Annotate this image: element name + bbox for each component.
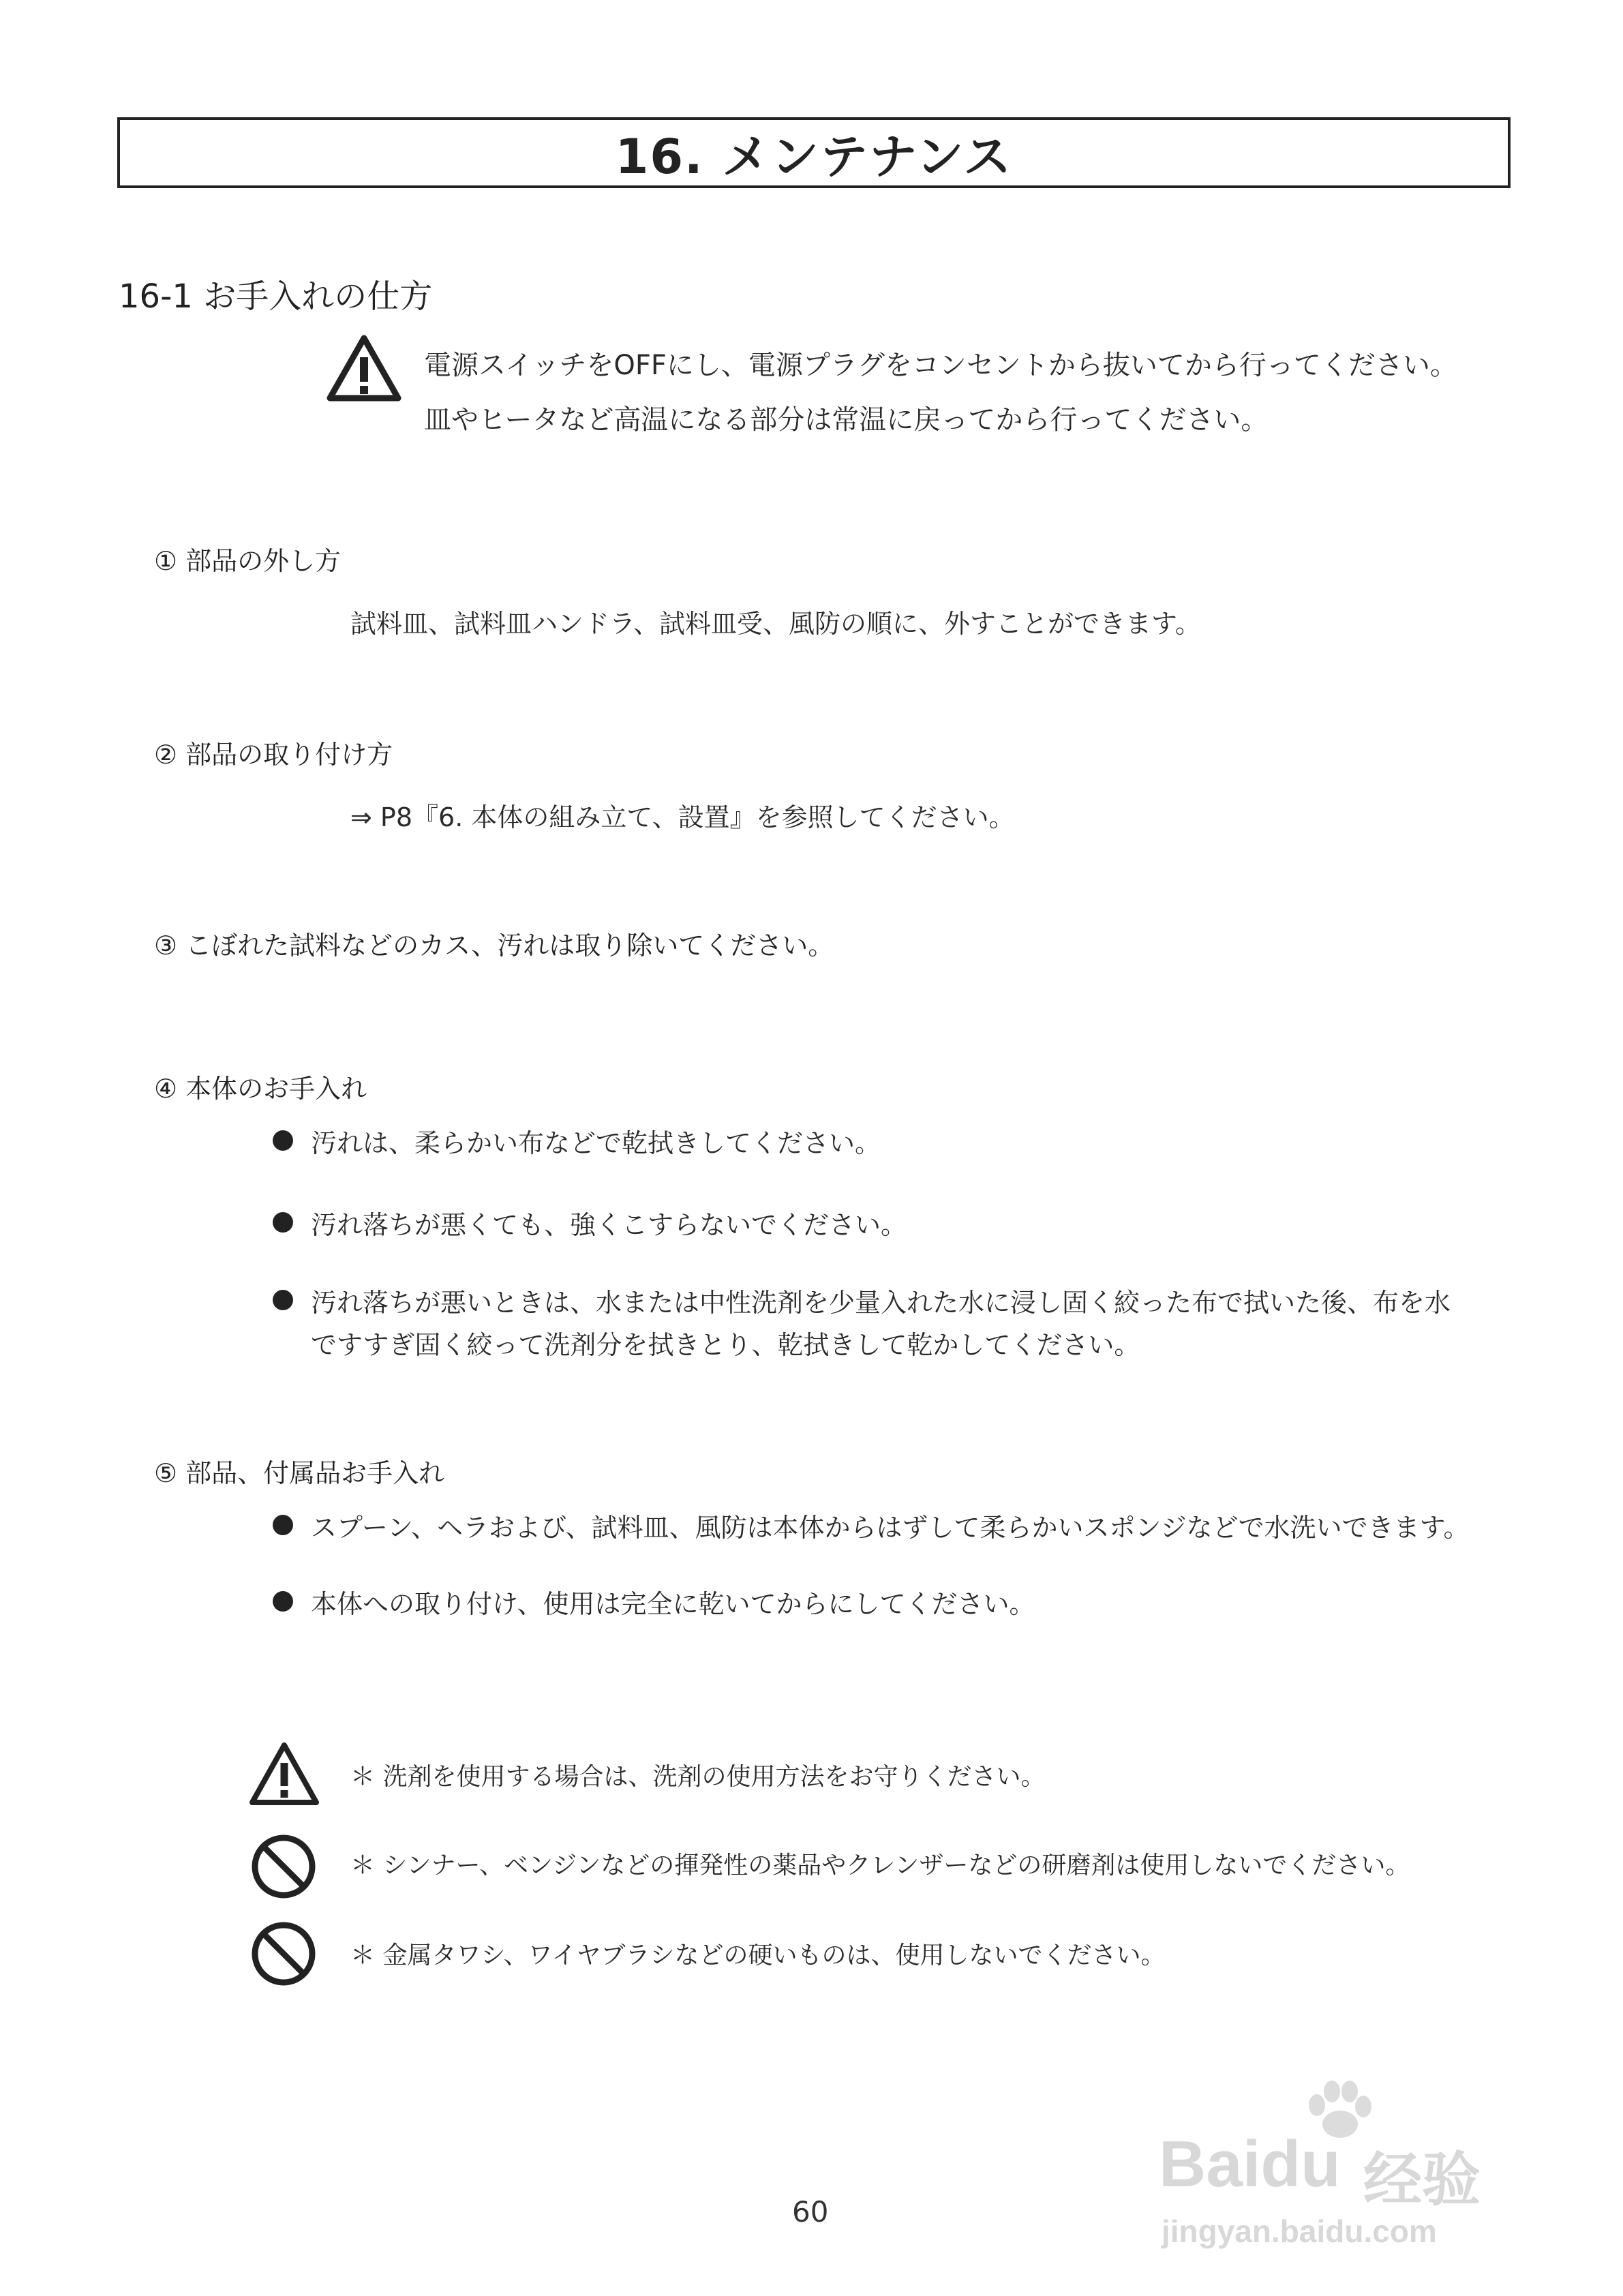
item-2-body: ⇒ P8『6. 本体の組み立て、設置』を参照してください。 (350, 802, 1015, 832)
note-1: ＊ 洗剤を使用する場合は、洗剤の使用方法をお守りください。 (350, 1763, 1046, 1791)
bullet-icon (273, 1591, 293, 1612)
bullet-icon (273, 1212, 293, 1233)
bullet-icon (273, 1290, 293, 1310)
item-4-heading: ④ 本体のお手入れ (154, 1074, 367, 1104)
prohibited-icon (249, 1832, 318, 1901)
item-3-heading: ③ こぼれた試料などのカス、汚れは取り除いてください。 (154, 931, 834, 961)
baidu-watermark (1159, 2079, 1541, 2256)
watermark-brand: Baidu (1159, 2128, 1341, 2201)
warning-line-2: 皿やヒータなど高温になる部分は常温に戻ってから行ってください。 (424, 404, 1269, 436)
warning-triangle-icon (326, 334, 402, 402)
warning-triangle-icon (248, 1741, 320, 1807)
item-1-body: 試料皿、試料皿ハンドラ、試料皿受、風防の順に、外すことができます。 (350, 609, 1201, 639)
page-number: 60 (792, 2195, 829, 2229)
title-box (117, 117, 1511, 188)
item-2-heading: ② 部品の取り付け方 (154, 740, 393, 770)
list-item: 汚れ落ちが悪くても、強くこすらないでください。 (273, 1204, 1500, 1246)
note-2: ＊ シンナー、ベンジンなどの揮発性の薬品やクレンザーなどの研磨剤は使用しないでください。 (350, 1852, 1410, 1879)
bullet-icon (273, 1515, 293, 1535)
prohibited-icon (249, 1920, 318, 1988)
watermark-brand-cn: 经验 (1363, 2146, 1481, 2214)
note-3: ＊ 金属タワシ、ワイヤブラシなどの硬いものは、使用しないでください。 (350, 1942, 1166, 1969)
list-item: 汚れ落ちが悪いときは、水または中性洗剤を少量入れた水に浸し固く絞った布で拭いた後、布を水 ですすぎ固く絞って洗剤分を拭きとり、乾拭きして乾かしてください。 (273, 1282, 1500, 1366)
list-item: 汚れは、柔らかい布などで乾拭きしてください。 (273, 1122, 1500, 1164)
item-5-heading: ⑤ 部品、付属品お手入れ (154, 1458, 445, 1488)
bullet-icon (273, 1130, 293, 1151)
warning-line-1: 電源スイッチをOFFにし、電源プラグをコンセントから抜いてから行ってください。 (424, 350, 1457, 381)
item-1-heading: ① 部品の外し方 (154, 546, 342, 576)
watermark-url: jingyan.baidu.com (1162, 2214, 1437, 2249)
list-item: 本体への取り付け、使用は完全に乾いてからにしてください。 (273, 1583, 1500, 1625)
list-item: スプーン、ヘラおよび、試料皿、風防は本体からはずして柔らかいスポンジなどで水洗いできます。 (273, 1507, 1500, 1549)
page-title: 16. メンテナンス (615, 128, 1013, 185)
section-heading: 16-1 お手入れの仕方 (119, 277, 433, 316)
